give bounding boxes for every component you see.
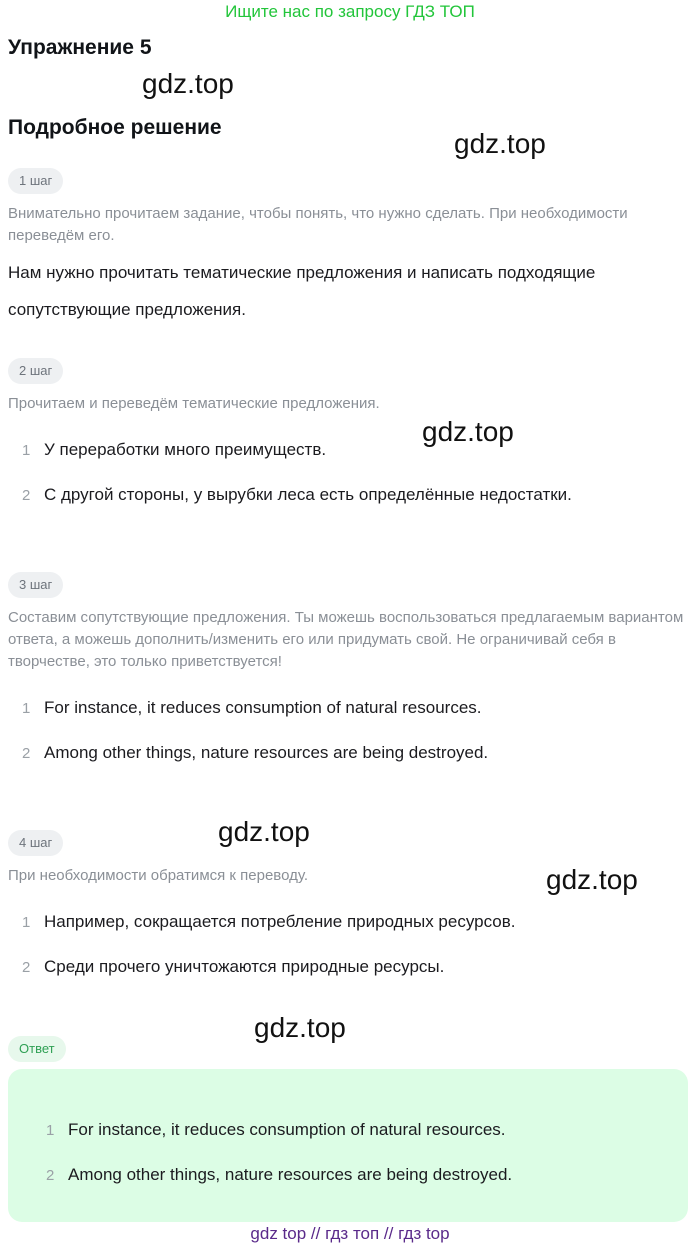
- step-hint: Прочитаем и переведём тематические предложения.: [8, 395, 380, 412]
- list-number: 1: [22, 914, 31, 931]
- list-number: 1: [22, 442, 31, 459]
- step-hint: Внимательно прочитаем задание, чтобы понять, что нужно сделать. При необходимости переведём его.: [8, 205, 628, 244]
- step-badge: 1 шаг: [8, 168, 63, 194]
- answer-badge: Ответ: [8, 1036, 66, 1062]
- list-item: [22, 438, 682, 463]
- list-item: [22, 483, 682, 508]
- list-number: 2: [22, 959, 31, 976]
- list-item: [22, 696, 682, 721]
- bottom-banner: gdz top // гдз топ // гдз top: [250, 1224, 450, 1243]
- list-number: 2: [46, 1167, 55, 1184]
- list-text: У переработки много преимуществ.: [44, 440, 327, 459]
- step-badge: 3 шаг: [8, 572, 63, 598]
- page-title: Упражнение 5: [8, 36, 152, 59]
- step-body-text: Нам нужно прочитать тематические предложения и написать подходящие сопутствующие предложения.: [8, 263, 596, 319]
- list-item: [22, 910, 682, 935]
- list-item: [22, 741, 682, 766]
- answer-item: [46, 1163, 700, 1188]
- list-number: 2: [22, 745, 31, 762]
- list-text: Among other things, nature resources are being destroyed.: [44, 743, 489, 762]
- watermark: gdz.top: [142, 68, 234, 99]
- section-title: Подробное решение: [8, 116, 222, 139]
- answer-item: [46, 1118, 700, 1143]
- list-item: [22, 955, 682, 980]
- answer-box: [8, 1069, 688, 1222]
- step-hint: При необходимости обратимся к переводу.: [8, 867, 309, 884]
- watermark: gdz.top: [546, 864, 638, 895]
- list-text: С другой стороны, у вырубки леса есть определённые недостатки.: [44, 485, 572, 504]
- list-number: 1: [22, 700, 31, 717]
- watermark: gdz.top: [422, 416, 514, 447]
- list-text: Среди прочего уничтожаются природные ресурсы.: [44, 957, 445, 976]
- watermark: gdz.top: [254, 1012, 346, 1043]
- list-text: Например, сокращается потребление природных ресурсов.: [44, 912, 516, 931]
- watermark: gdz.top: [454, 128, 546, 159]
- step-badge: 4 шаг: [8, 830, 63, 856]
- watermark: gdz.top: [218, 816, 310, 847]
- list-number: 1: [46, 1122, 55, 1139]
- step-badge: 2 шаг: [8, 358, 63, 384]
- list-text: For instance, it reduces consumption of natural resources.: [44, 698, 482, 717]
- list-text: Among other things, nature resources are being destroyed.: [68, 1165, 513, 1184]
- list-text: For instance, it reduces consumption of natural resources.: [68, 1120, 506, 1139]
- list-number: 2: [22, 487, 31, 504]
- top-banner: Ищите нас по запросу ГДЗ ТОП: [225, 2, 475, 21]
- step-hint: Составим сопутствующие предложения. Ты можешь воспользоваться предлагаемым вариантом ответа, а можешь дополнить/изменить его или придумать свой. Не ограничивай себя в творчестве, это только приветствуется!: [8, 609, 684, 670]
